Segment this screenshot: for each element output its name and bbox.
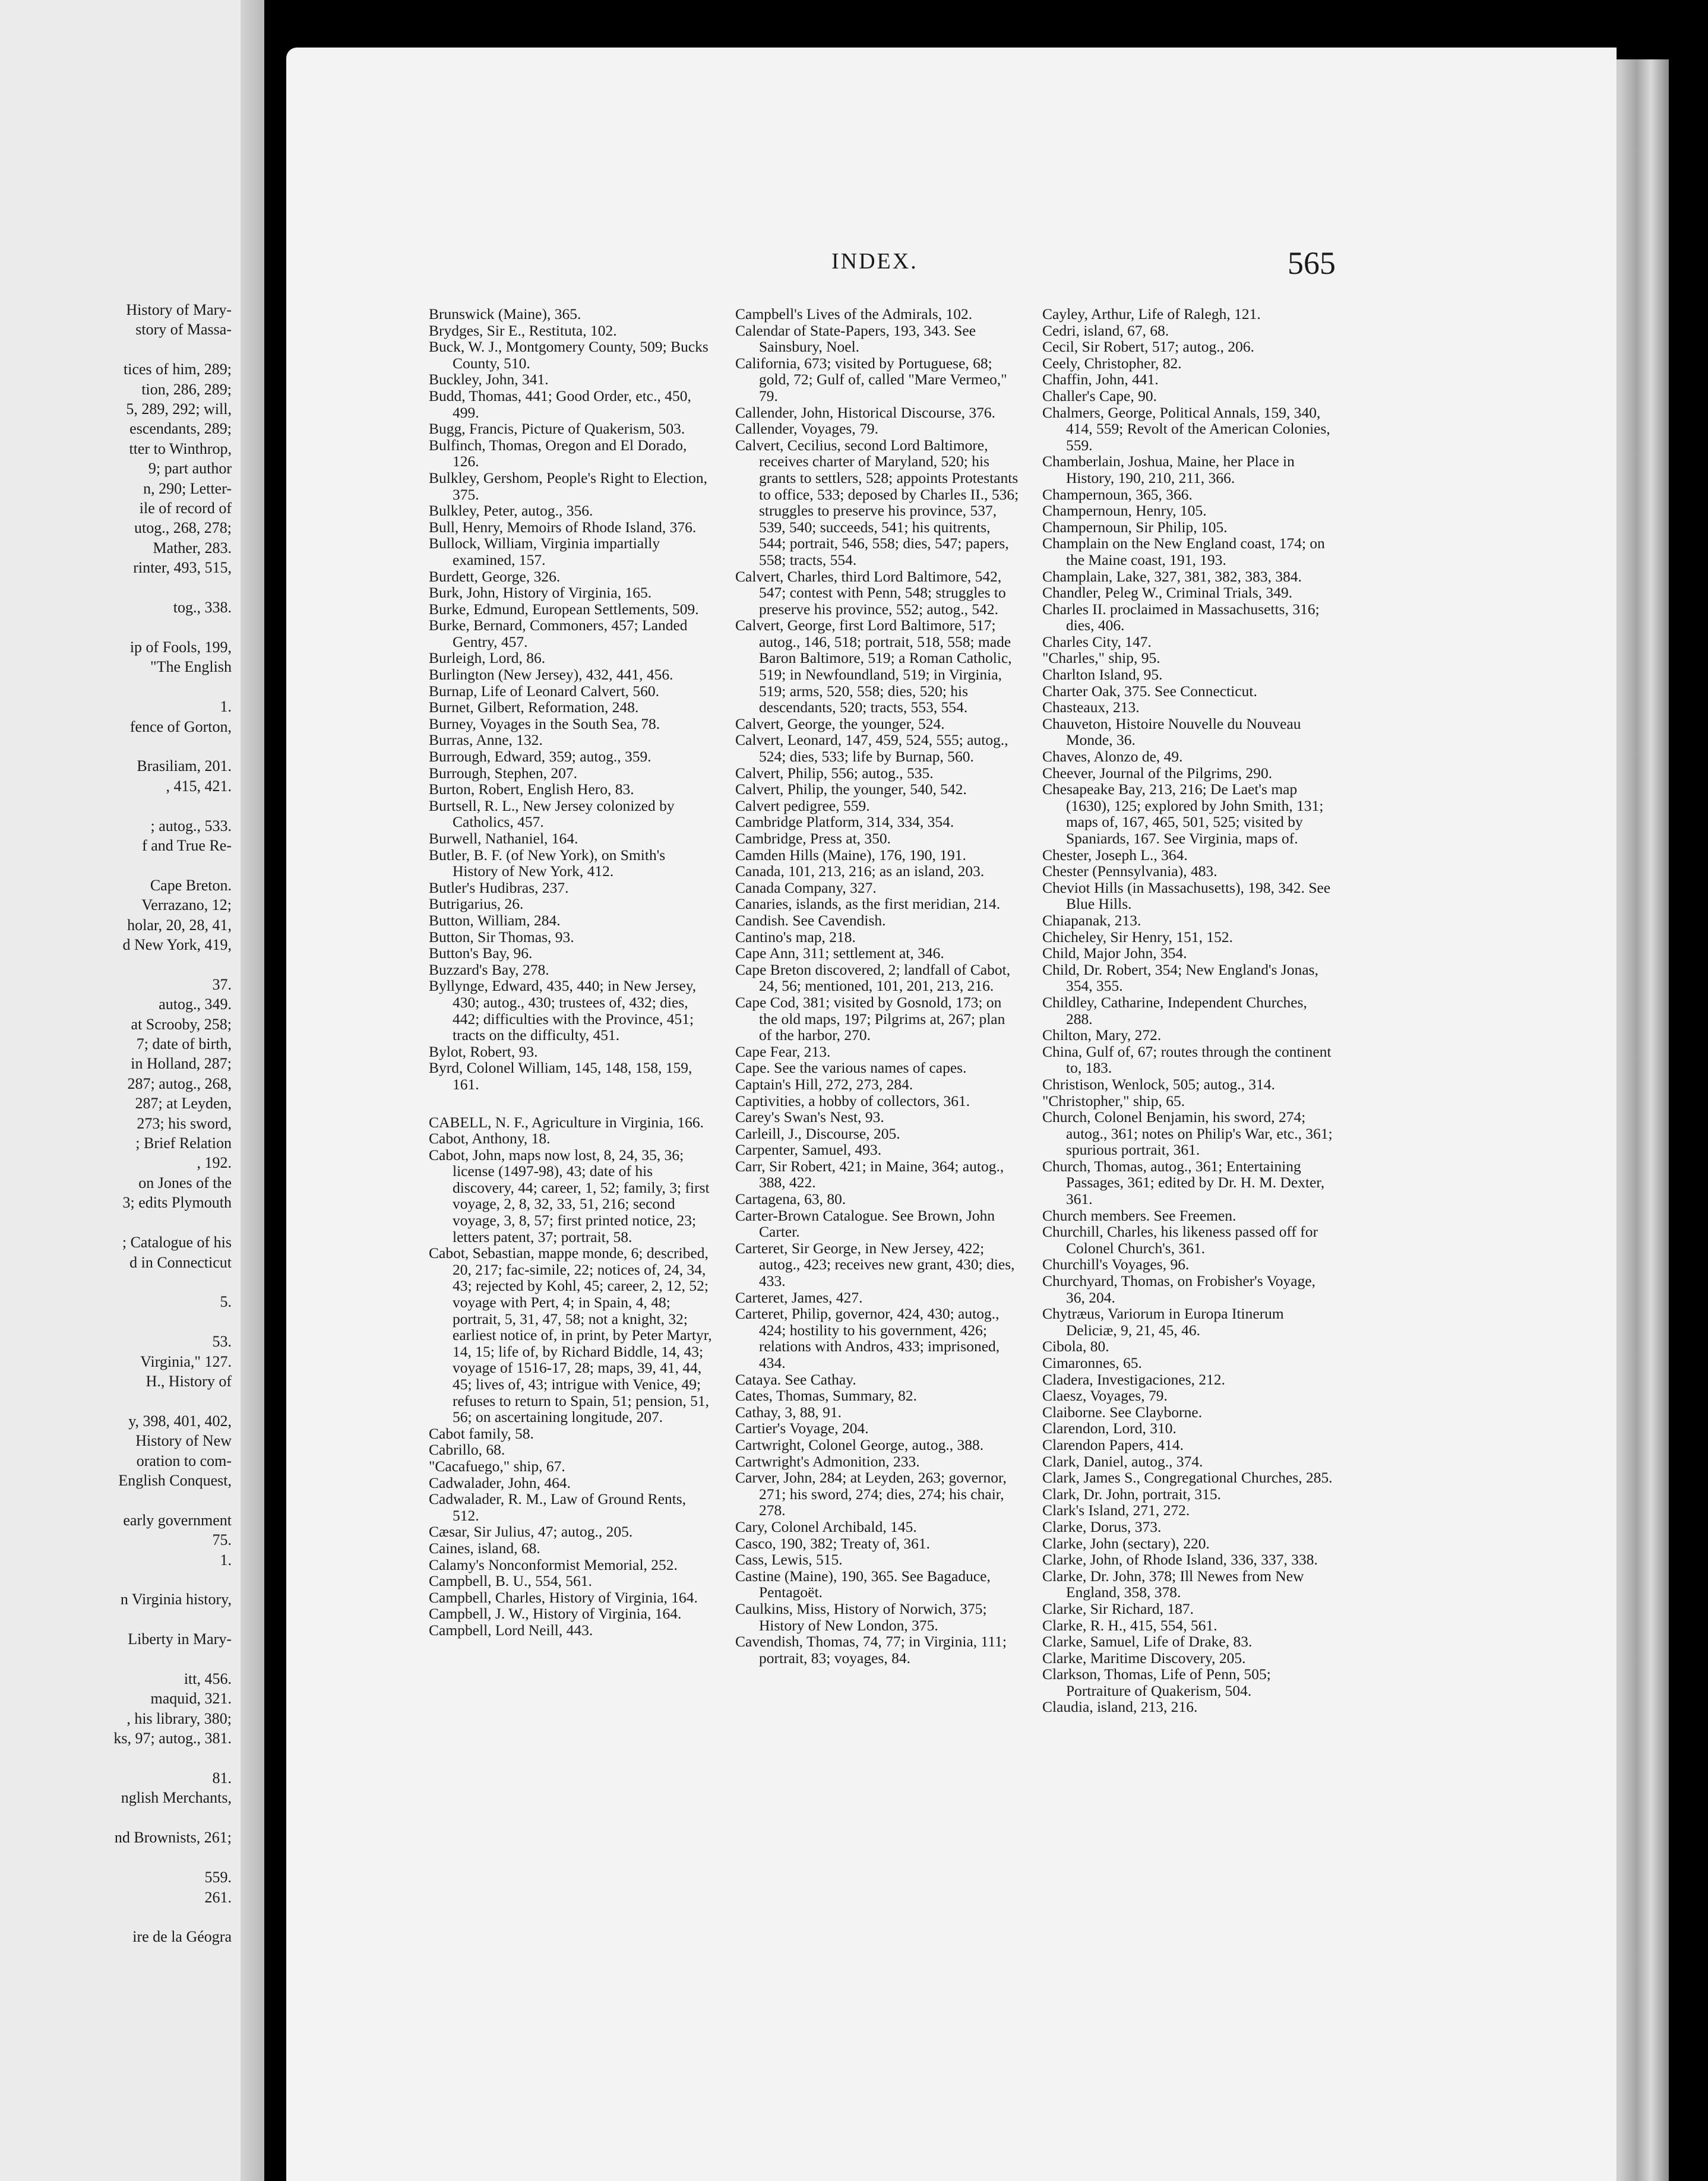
index-entry: Chicheley, Sir Henry, 151, 152. (1042, 928, 1233, 946)
facing-page-line: 9; part author (148, 460, 232, 478)
index-entry: Cantino's map, 218. (735, 928, 856, 946)
index-entry: Calvert, George, first Lord Baltimore, 517; autog., 146, 518; portrait, 518, 558; made Baron Baltimore, 519; a Roman Catholic, 519; in Newfoundland, 519; in Virginia, 519; arms, 520, 558; dies, 520; his descendants, 520; tracts, 553, 554. (735, 617, 1012, 716)
facing-page-line (0, 1312, 232, 1332)
facing-page-line: 1. (220, 1551, 232, 1569)
facing-page-line: tion, 286, 289; (141, 380, 232, 398)
facing-page-line: rinter, 493, 515, (133, 559, 232, 577)
facing-page-line: ; autog., 533. (150, 817, 232, 835)
index-entry: Bullock, William, Virginia impartially examined, 157. (429, 535, 660, 568)
facing-page-line: , 415, 421. (166, 777, 232, 795)
index-entry: Burlington (New Jersey), 432, 441, 456. (429, 666, 673, 684)
facing-page-line: 5, 289, 292; will, (126, 400, 232, 418)
facing-page-line (0, 1490, 232, 1510)
index-entry: Clarke, Samuel, Life of Drake, 83. (1042, 1633, 1252, 1651)
index-entry: Carr, Sir Robert, 421; in Maine, 364; autog., 388, 422. (735, 1157, 1004, 1191)
facing-page-line: "The English (150, 658, 232, 676)
facing-page-line (0, 1272, 232, 1292)
facing-page-line: itt, 456. (184, 1670, 232, 1688)
index-entry: Cibola, 80. (1042, 1338, 1109, 1355)
index-column-2 (735, 306, 1019, 1666)
index-entry: Burney, Voyages in the South Sea, 78. (429, 715, 660, 732)
facing-page-line: ks, 97; autog., 381. (113, 1730, 232, 1747)
facing-page-line: Cape Breton. (150, 876, 232, 894)
index-entry: Canada Company, 327. (735, 878, 877, 896)
index-entry: Chesapeake Bay, 213, 216; De Laet's map (1630), 125; explored by John Smith, 131; maps of, 167, 465, 501, 525; visited by Spaniards, 167. See Virginia, maps of. (1042, 780, 1324, 847)
facing-page-line: escendants, 289; (129, 420, 232, 438)
index-entry: Cavendish, Thomas, 74, 77; in Virginia, 111; portrait, 83; voyages, 84. (735, 1633, 1007, 1667)
index-entry: Champernoun, Henry, 105. (1042, 502, 1207, 520)
index-entry: Candish. See Cavendish. (735, 911, 886, 929)
index-entry: Calvert, Philip, 556; autog., 535. (735, 764, 934, 782)
facing-page-line: fence of Gorton, (129, 717, 232, 735)
index-entry: Clarendon, Lord, 310. (1042, 1420, 1176, 1437)
facing-page-fragment (0, 0, 264, 2181)
index-entry: "Charles," ship, 95. (1042, 649, 1160, 667)
index-entry: Cheviot Hills (in Massachusetts), 198, 342. See Blue Hills. (1042, 878, 1331, 913)
index-entry: California, 673; visited by Portuguese, 68; gold, 72; Gulf of, called "Mare Vermeo," 79. (735, 354, 1007, 404)
facing-page-line: 5. (220, 1293, 232, 1311)
index-entry: Captain's Hill, 272, 273, 284. (735, 1075, 913, 1093)
index-entry: Cambridge, Press at, 350. (735, 830, 891, 847)
index-entry: Cataya. See Cathay. (735, 1370, 856, 1388)
index-entry: Cabot, Sebastian, mappe monde, 6; described, 20, 217; fac-simile, 22; notices of, 24, 34, 43; rejected by Kohl, 45; career, 2, 12, 52; voyage with Pert, 4; in Spain, 4, 48; portrait, 5, 31, 47, 58; not a knight, 32; earliest notice of, in print, by Peter Martyr, 14, 15; life of, by Richard Biddle, 14, 43; voyage of 1516-17, 28; maps, 39, 41, 44, 45; lives of, 43; intrigue with Venice, 49; refuses to return to Spain, 51; pension, 51, 56; on ascertaining longitude, 207. (429, 1244, 712, 1426)
index-entry: Cape Fear, 213. (735, 1042, 831, 1060)
index-entry: Carteret, James, 427. (735, 1288, 863, 1306)
facing-page-line (0, 1749, 232, 1768)
index-entry: Clarke, Dorus, 373. (1042, 1518, 1162, 1535)
facing-page-line: d New York, 419, (122, 936, 232, 953)
index-entry: Champernoun, 365, 366. (1042, 485, 1193, 503)
index-entry: Carpenter, Samuel, 493. (735, 1141, 882, 1159)
index-entry: Clark, Daniel, autog., 374. (1042, 1452, 1203, 1470)
index-entry: Captivities, a hobby of collectors, 361. (735, 1092, 970, 1110)
facing-page-line: d in Connecticut (129, 1253, 232, 1271)
index-entry: Button's Bay, 96. (429, 944, 533, 962)
facing-page-line: 287; at Leyden, (135, 1095, 232, 1112)
facing-page-line: n Virginia history, (120, 1591, 232, 1608)
index-entry: Brunswick (Maine), 365. (429, 305, 581, 323)
index-entry: Church, Thomas, autog., 361; Entertaining Passages, 361; edited by Dr. H. M. Dexter, 361. (1042, 1157, 1325, 1208)
facing-page-line: History of New (135, 1432, 232, 1450)
index-entry: Byllynge, Edward, 435, 440; in New Jersey, 430; autog., 430; trustees of, 432; dies, 442; difficulties with the Province, 451; tracts on the difficulty, 451. (429, 977, 697, 1044)
index-entry: Clarke, Maritime Discovery, 205. (1042, 1649, 1246, 1667)
index-entry: Clarke, Sir Richard, 187. (1042, 1600, 1194, 1617)
index-entry: Charter Oak, 375. See Connecticut. (1042, 682, 1257, 700)
facing-page-line: in Holland, 287; (131, 1055, 232, 1073)
index-entry: Cheever, Journal of the Pilgrims, 290. (1042, 764, 1273, 782)
index-entry: Cabrillo, 68. (429, 1441, 505, 1459)
index-entry: Chiapanak, 213. (1042, 911, 1141, 929)
facing-page-line: 37. (212, 975, 232, 993)
facing-page-line (0, 1848, 232, 1867)
facing-page-line (0, 954, 232, 974)
index-entry: Campbell, J. W., History of Virginia, 164. (429, 1605, 682, 1623)
index-entry: Chandler, Peleg W., Criminal Trials, 349. (1042, 584, 1293, 602)
index-entry: "Cacafuego," ship, 67. (429, 1457, 565, 1475)
index-entry: Chaves, Alonzo de, 49. (1042, 748, 1183, 766)
index-entry: Burleigh, Lord, 86. (429, 649, 546, 667)
index-entry: Caulkins, Miss, History of Norwich, 375; History of New London, 375. (735, 1600, 987, 1634)
index-entry: Chester, Joseph L., 364. (1042, 846, 1188, 864)
section-gap (429, 1093, 713, 1114)
index-entry: Churchill, Charles, his likeness passed off for Colonel Church's, 361. (1042, 1223, 1318, 1257)
index-entry: Cladera, Investigaciones, 212. (1042, 1370, 1226, 1388)
index-entry: Butrigarius, 26. (429, 895, 524, 913)
facing-page-line: Brasiliam, 201. (137, 757, 232, 775)
facing-page-line: n, 290; Letter- (143, 479, 232, 497)
index-entry: Charles City, 147. (1042, 633, 1152, 650)
index-entry: Cape Ann, 311; settlement at, 346. (735, 944, 944, 962)
facing-page-line: at Scrooby, 258; (131, 1015, 232, 1033)
index-entry: Challer's Cape, 90. (1042, 387, 1157, 404)
index-entry: Claiborne. See Clayborne. (1042, 1403, 1203, 1421)
index-entry: China, Gulf of, 67; routes through the continent to, 183. (1042, 1042, 1331, 1077)
index-entry: Burk, John, History of Virginia, 165. (429, 584, 652, 602)
facing-page-line: ip of Fools, 199, (129, 638, 232, 656)
facing-page-line (0, 340, 232, 359)
index-entry: Burke, Edmund, European Settlements, 509. (429, 600, 699, 618)
index-entry: Burras, Anne, 132. (429, 731, 543, 749)
facing-page-line: ; Brief Relation (135, 1134, 232, 1152)
index-entry: Canaries, islands, as the first meridian, 214. (735, 895, 1001, 913)
facing-page-line: H., History of (146, 1372, 232, 1390)
index-entry: Castine (Maine), 190, 365. See Bagaduce, Pentagoët. (735, 1567, 991, 1601)
facing-page-line: tter to Winthrop, (129, 440, 232, 457)
index-entry: Christison, Wenlock, 505; autog., 314. (1042, 1075, 1276, 1093)
index-entry: Burnap, Life of Leonard Calvert, 560. (429, 682, 660, 700)
index-entry: Cartagena, 63, 80. (735, 1190, 846, 1208)
index-entry: Chytræus, Variorum in Europa Itinerum Deliciæ, 9, 21, 45, 46. (1042, 1305, 1284, 1339)
index-entry: Cape Cod, 381; visited by Gosnold, 173; on the old maps, 197; Pilgrims at, 267; plan of the harbor, 270. (735, 993, 1005, 1044)
index-entry: Cartwright's Admonition, 233. (735, 1452, 920, 1470)
index-entry: Cathay, 3, 88, 91. (735, 1403, 842, 1421)
facing-page-line (0, 737, 232, 756)
index-entry: Cadwalader, John, 464. (429, 1474, 571, 1491)
index-entry: Clarke, Dr. John, 378; Ill Newes from New England, 358, 378. (1042, 1567, 1304, 1601)
index-entry: Butler, B. F. (of New York), on Smith's History of New York, 412. (429, 846, 666, 880)
facing-page-line: autog., 349. (159, 995, 232, 1013)
index-entry: Calvert, Leonard, 147, 459, 524, 555; autog., 524; dies, 533; life by Burnap, 560. (735, 731, 1008, 766)
index-entry: Casco, 190, 382; Treaty of, 361. (735, 1534, 930, 1552)
index-entry: Campbell, Lord Neill, 443. (429, 1621, 593, 1639)
index-entry: Churchyard, Thomas, on Frobisher's Voyage, 36, 204. (1042, 1272, 1316, 1306)
index-entry: Cates, Thomas, Summary, 82. (735, 1387, 917, 1405)
facing-page-line: Mather, 283. (153, 539, 232, 557)
facing-page-line (0, 578, 232, 598)
facing-page-line: ire de la Géogra (132, 1928, 232, 1946)
index-entry: Buzzard's Bay, 278. (429, 960, 549, 978)
facing-page-line (0, 1907, 232, 1927)
index-entry: Cæsar, Sir Julius, 47; autog., 205. (429, 1523, 633, 1541)
facing-page-line: utog., 268, 278; (134, 519, 232, 537)
index-entry: Churchill's Voyages, 96. (1042, 1256, 1190, 1273)
index-entry: Child, Dr. Robert, 354; New England's Jonas, 354, 355. (1042, 960, 1318, 995)
index-entry: Ceely, Christopher, 82. (1042, 354, 1182, 372)
index-column-3 (1042, 306, 1333, 1715)
facing-page-line: , 192. (197, 1154, 232, 1172)
facing-page-line: 81. (212, 1769, 232, 1787)
facing-page-line: nd Brownists, 261; (114, 1829, 232, 1847)
facing-page-line (0, 1610, 232, 1629)
page-gutter (241, 0, 264, 2181)
index-entry: "Christopher," ship, 65. (1042, 1092, 1185, 1110)
facing-page-line (0, 1391, 232, 1411)
page-number: 565 (1288, 245, 1336, 281)
facing-page-line: 273; his sword, (137, 1114, 232, 1132)
index-entry: Callender, Voyages, 79. (735, 420, 878, 438)
facing-page-line: tices of him, 289; (124, 361, 232, 378)
index-entry: Carleill, J., Discourse, 205. (735, 1124, 900, 1142)
index-entry: Buckley, John, 341. (429, 371, 549, 388)
index-entry: Campbell's Lives of the Admirals, 102. (735, 305, 973, 323)
index-entry: Burrough, Stephen, 207. (429, 764, 578, 782)
index-entry: Cabot, Anthony, 18. (429, 1130, 551, 1148)
index-entry: Button, William, 284. (429, 911, 561, 929)
index-entry: Cadwalader, R. M., Law of Ground Rents, 512. (429, 1490, 687, 1524)
index-entry: Canada, 101, 213, 216; as an island, 203. (735, 862, 985, 880)
index-entry: Cartier's Voyage, 204. (735, 1420, 869, 1437)
facing-page-line (0, 1649, 232, 1669)
index-entry: Cecil, Sir Robert, 517; autog., 206. (1042, 338, 1254, 356)
index-entry: Bugg, Francis, Picture of Quakerism, 503. (429, 420, 685, 438)
running-head: INDEX. (831, 249, 918, 274)
index-entry: Cedri, island, 67, 68. (1042, 321, 1169, 339)
index-entry: Cambridge Platform, 314, 334, 354. (735, 813, 954, 831)
index-entry: Burton, Robert, English Hero, 83. (429, 780, 634, 798)
facing-page-line (0, 855, 232, 875)
index-entry: Carter-Brown Catalogue. See Brown, John Carter. (735, 1206, 995, 1241)
index-entry: Campbell, Charles, History of Virginia, 164. (429, 1588, 698, 1606)
index-entry: Calamy's Nonconformist Memorial, 252. (429, 1556, 678, 1573)
index-entry: Calvert, Charles, third Lord Baltimore, 542, 547; contest with Penn, 548; struggles to preserve his province, 552; autog., 542. (735, 567, 1006, 618)
index-entry: Chasteaux, 213. (1042, 698, 1140, 716)
index-entry: Burdett, George, 326. (429, 567, 561, 585)
index-entry: Clark's Island, 271, 272. (1042, 1502, 1190, 1519)
index-entry: Clark, James S., Congregational Churches, 285. (1042, 1469, 1333, 1487)
index-entry: Chamberlain, Joshua, Maine, her Place in History, 190, 210, 211, 366. (1042, 453, 1295, 486)
facing-page-line: ; Catalogue of his (122, 1234, 232, 1251)
index-entry: Champlain, Lake, 327, 381, 382, 383, 384. (1042, 567, 1302, 585)
index-entry: Camden Hills (Maine), 176, 190, 191. (735, 846, 966, 864)
facing-page-line: nglish Merchants, (121, 1789, 232, 1807)
facing-page-line: 1. (220, 698, 232, 716)
index-entry: Byrd, Colonel William, 145, 148, 158, 159, 161. (429, 1059, 692, 1093)
facing-page-line: 559. (204, 1869, 232, 1886)
index-entry: Chaffin, John, 441. (1042, 371, 1159, 388)
index-entry: Clarke, John, of Rhode Island, 336, 337, 338. (1042, 1551, 1318, 1569)
index-entry: Claudia, island, 213, 216. (1042, 1698, 1198, 1716)
index-entry: Budd, Thomas, 441; Good Order, etc., 450, 499. (429, 387, 691, 421)
index-entry: Burwell, Nathaniel, 164. (429, 830, 578, 847)
index-entry: Bylot, Robert, 93. (429, 1042, 538, 1060)
facing-page-line: , his library, 380; (126, 1709, 232, 1727)
index-entry: CABELL, N. F., Agriculture in Virginia, 166. (429, 1113, 704, 1131)
facing-page-line (0, 1570, 232, 1589)
index-entry: Charles II. proclaimed in Massachusetts, 316; dies, 406. (1042, 600, 1320, 634)
index-entry: Burnet, Gilbert, Reformation, 248. (429, 698, 639, 716)
index-entry: Cape. See the various names of capes. (735, 1059, 967, 1077)
index-entry: Carteret, Sir George, in New Jersey, 422; autog., 423; receives new grant, 430; dies, 433. (735, 1239, 1015, 1290)
facing-page-line (0, 677, 232, 697)
index-entry: Calvert, Cecilius, second Lord Baltimore, receives charter of Maryland, 520; his grants to settlers, 528; appoints Protestants to office, 533; deposed by Charles II., 536; struggles to preserve his province, 537, 539, 540; succeeds, 541; his quitrents, 544; portrait, 546, 558; dies, 547; papers, 558; tracts, 554. (735, 436, 1019, 568)
facing-page-line: 75. (212, 1531, 232, 1549)
facing-page-line: early government (123, 1511, 232, 1529)
facing-page-line: y, 398, 401, 402, (128, 1412, 232, 1430)
index-entry: Chauveton, Histoire Nouvelle du Nouveau Monde, 36. (1042, 715, 1301, 749)
facing-page-line: English Conquest, (118, 1471, 232, 1489)
facing-page-line: maquid, 321. (150, 1690, 232, 1708)
index-entry: Cimaronnes, 65. (1042, 1354, 1142, 1371)
facing-page-line: Liberty in Mary- (128, 1630, 232, 1648)
facing-page-line: 3; edits Plymouth (122, 1194, 232, 1212)
index-entry: Butler's Hudibras, 237. (429, 878, 569, 896)
facing-page-line (0, 618, 232, 637)
facing-page-line: 261. (204, 1888, 232, 1906)
index-entry: Chester (Pennsylvania), 483. (1042, 862, 1217, 880)
facing-page-line (0, 1213, 232, 1232)
facing-page-line (0, 796, 232, 815)
index-entry: Chalmers, George, Political Annals, 159, 340, 414, 559; Revolt of the American Colonies, 559. (1042, 403, 1330, 454)
index-entry: Campbell, B. U., 554, 561. (429, 1572, 592, 1590)
index-entry: Clarkson, Thomas, Life of Penn, 505; Portraiture of Quakerism, 504. (1042, 1665, 1271, 1699)
facing-page-line: tog., 338. (173, 599, 232, 617)
facing-page-line: 7; date of birth, (136, 1035, 232, 1053)
index-entry: Clarke, John (sectary), 220. (1042, 1534, 1210, 1552)
facing-page-line: 287; autog., 268, (127, 1074, 232, 1092)
index-entry: Charlton Island, 95. (1042, 666, 1163, 684)
index-entry: Church, Colonel Benjamin, his sword, 274; autog., 361; notes on Philip's War, etc., 361; spurious portrait, 361. (1042, 1108, 1333, 1159)
index-entry: Cartwright, Colonel George, autog., 388. (735, 1436, 984, 1453)
facing-page-line: Verrazano, 12; (141, 896, 232, 914)
index-entry: Cayley, Arthur, Life of Ralegh, 121. (1042, 305, 1261, 323)
index-entry: Caines, island, 68. (429, 1539, 540, 1557)
index-entry: Clark, Dr. John, portrait, 315. (1042, 1485, 1222, 1503)
facing-page-text (0, 300, 232, 1947)
facing-page-line: History of Mary- (126, 301, 232, 318)
index-entry: Callender, John, Historical Discourse, 376. (735, 403, 996, 421)
index-entry: Chilton, Mary, 272. (1042, 1026, 1162, 1044)
index-entry: Bulkley, Gershom, People's Right to Election, 375. (429, 469, 707, 503)
facing-page-line (0, 1808, 232, 1828)
facing-page-line: holar, 20, 28, 41, (127, 916, 232, 934)
index-entry: Cary, Colonel Archibald, 145. (735, 1518, 917, 1535)
index-entry: Burrough, Edward, 359; autog., 359. (429, 748, 651, 766)
index-entry: Cabot, John, maps now lost, 8, 24, 35, 36; license (1497-98), 43; date of his discovery, 44; career, 1, 52; family, 3; first voyage, 2, 8, 32, 33, 51, 216; second voyage, 3, 8, 57; first printed notice, 23; letters patent, 37; portrait, 58. (429, 1146, 710, 1246)
index-entry: Bulfinch, Thomas, Oregon and El Dorado, 126. (429, 436, 687, 470)
index-entry: Calvert pedigree, 559. (735, 796, 870, 814)
index-entry: Carver, John, 284; at Leyden, 263; governor, 271; his sword, 274; dies, 274; his chair, 278. (735, 1469, 1007, 1519)
index-entry: Calvert, George, the younger, 524. (735, 715, 945, 732)
facing-page-line: story of Massa- (135, 321, 232, 339)
facing-page-line: on Jones of the (138, 1174, 232, 1191)
facing-page-line: f and True Re- (142, 836, 232, 854)
facing-page-line: Virginia," 127. (140, 1352, 232, 1370)
facing-page-line: oration to com- (136, 1452, 232, 1469)
index-entry: Bulkley, Peter, autog., 356. (429, 502, 593, 520)
index-entry: Carey's Swan's Nest, 93. (735, 1108, 884, 1126)
index-entry: Bull, Henry, Memoirs of Rhode Island, 376. (429, 518, 697, 536)
index-entry: Champlain on the New England coast, 174; on the Maine coast, 191, 193. (1042, 535, 1325, 568)
index-entry: Calvert, Philip, the younger, 540, 542. (735, 780, 967, 798)
index-entry: Child, Major John, 354. (1042, 944, 1187, 962)
index-entry: Carteret, Philip, governor, 424, 430; autog., 424; hostility to his government, 426; relations with Andros, 433; imprisoned, 434. (735, 1305, 1000, 1371)
index-entry: Calendar of State-Papers, 193, 343. See Sainsbury, Noel. (735, 321, 976, 356)
index-entry: Brydges, Sir E., Restituta, 102. (429, 321, 617, 339)
index-entry: Button, Sir Thomas, 93. (429, 928, 574, 946)
index-entry: Cape Breton discovered, 2; landfall of Cabot, 24, 56; mentioned, 101, 201, 213, 216. (735, 960, 1011, 995)
facing-page-line: ile of record of (139, 500, 232, 517)
index-entry: Buck, W. J., Montgomery County, 509; Bucks County, 510. (429, 338, 708, 372)
index-entry: Burtsell, R. L., New Jersey colonized by Catholics, 457. (429, 796, 675, 831)
index-entry: Childley, Catharine, Independent Churches, 288. (1042, 993, 1307, 1028)
index-entry: Church members. See Freemen. (1042, 1206, 1236, 1224)
index-entry: Cass, Lewis, 515. (735, 1551, 843, 1569)
index-entry: Cabot family, 58. (429, 1424, 534, 1442)
index-entry: Clarendon Papers, 414. (1042, 1436, 1184, 1453)
index-column-1 (429, 306, 713, 1639)
index-entry: Claesz, Voyages, 79. (1042, 1387, 1168, 1405)
facing-page-line: 53. (212, 1333, 232, 1351)
index-entry: Champernoun, Sir Philip, 105. (1042, 518, 1228, 536)
index-entry: Burke, Bernard, Commoners, 457; Landed Gentry, 457. (429, 617, 688, 650)
index-entry: Clarke, R. H., 415, 554, 561. (1042, 1616, 1217, 1634)
